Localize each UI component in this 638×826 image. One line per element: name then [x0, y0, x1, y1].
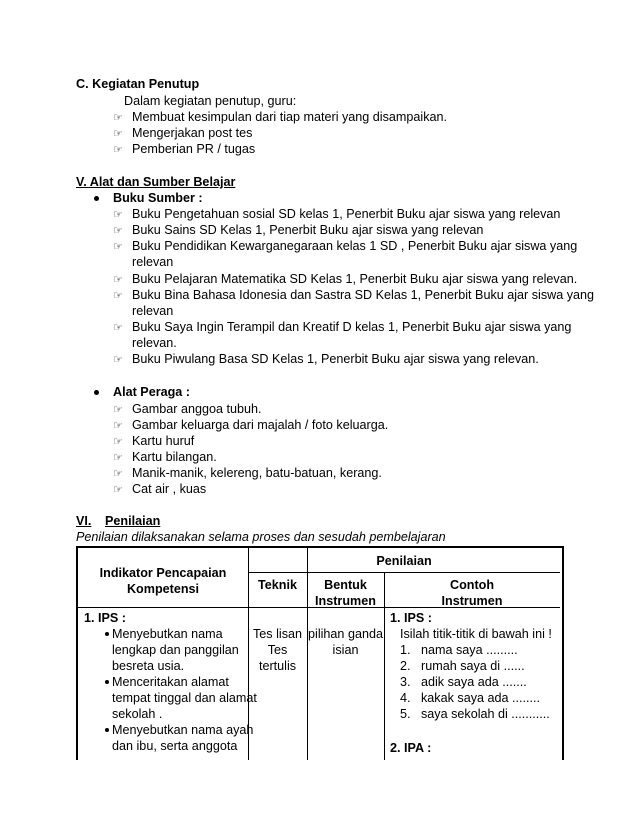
teknik-cell: Tes: [267, 643, 288, 657]
list-item: Buku Piwulang Basa SD Kelas 1, Penerbit Buku ajar siswa yang relevan.: [132, 352, 539, 366]
table-row: Menyebutkan nama ayah: [112, 723, 254, 737]
list-item: Buku Sains SD Kelas 1, Penerbit Buku ajar siswa yang relevan: [132, 223, 484, 237]
indikator-head: 1. IPS :: [84, 611, 126, 625]
list-item: Kartu bilangan.: [132, 450, 217, 464]
list-item: Buku Saya Ingin Terampil dan Kreatif D kelas 1, Penerbit Buku ajar siswa yang: [132, 320, 572, 334]
table-row: tempat tinggal dan alamat: [112, 691, 257, 705]
contoh-num: 2.: [400, 659, 411, 673]
bullet-icon: [94, 196, 99, 201]
list-item: Buku Pengetahuan sosial SD kelas 1, Penerbit Buku ajar siswa yang relevan: [132, 207, 561, 221]
pointing-hand-icon: ☞: [113, 143, 123, 156]
header-penilaian: Penilaian: [376, 554, 432, 568]
section-c-intro: Dalam kegiatan penutup, guru:: [124, 94, 297, 108]
contoh-item: saya sekolah di ...........: [421, 707, 550, 721]
bentuk-cell: pilihan ganda: [308, 627, 383, 641]
header-bentuk-2: Instrumen: [315, 594, 376, 608]
contoh-item: nama saya .........: [421, 643, 518, 657]
list-item: Mengerjakan post tes: [132, 126, 253, 140]
pointing-hand-icon: ☞: [113, 273, 123, 286]
table-row: sekolah .: [112, 707, 163, 721]
pointing-hand-icon: ☞: [113, 289, 123, 302]
section-vi-title: Penilaian: [105, 514, 161, 528]
table-row: lengkap dan panggilan: [112, 643, 239, 657]
pointing-hand-icon: ☞: [113, 435, 123, 448]
contoh-num: 3.: [400, 675, 411, 689]
list-item-continuation: relevan: [132, 304, 174, 318]
contoh-num: 4.: [400, 691, 411, 705]
pointing-hand-icon: ☞: [113, 321, 123, 334]
list-item: Pemberian PR / tugas: [132, 142, 256, 156]
list-item: Buku Pendidikan Kewarganegaraan kelas 1 SD , Penerbit Buku ajar siswa yang: [132, 239, 578, 253]
pointing-hand-icon: ☞: [113, 111, 123, 124]
contoh-num: 5.: [400, 707, 411, 721]
header-teknik: Teknik: [258, 578, 297, 592]
alat-peraga-label: Alat Peraga :: [113, 385, 190, 399]
table-row: dan ibu, serta anggota: [112, 739, 238, 753]
pointing-hand-icon: ☞: [113, 127, 123, 140]
buku-sumber-label: Buku Sumber :: [113, 191, 203, 205]
list-item: Membuat kesimpulan dari tiap materi yang disampaikan.: [132, 110, 447, 124]
contoh-next: 2. IPA :: [390, 741, 432, 755]
header-indikator-2: Kompetensi: [126, 582, 200, 596]
table-divider: [248, 572, 560, 573]
pointing-hand-icon: ☞: [113, 403, 123, 416]
list-item-continuation: relevan.: [132, 336, 177, 350]
pointing-hand-icon: ☞: [113, 467, 123, 480]
teknik-cell: Tes lisan: [253, 627, 302, 641]
pointing-hand-icon: ☞: [113, 240, 123, 253]
contoh-item: kakak saya ada ........: [421, 691, 541, 705]
pointing-hand-icon: ☞: [113, 483, 123, 496]
list-item: Kartu huruf: [132, 434, 195, 448]
section-c-title: C. Kegiatan Penutup: [76, 77, 200, 91]
contoh-intro: Isilah titik-titik di bawah ini !: [400, 627, 552, 641]
header-contoh-2: Instrumen: [441, 594, 503, 608]
list-item: Buku Pelajaran Matematika SD Kelas 1, Penerbit Buku ajar siswa yang relevan.: [132, 272, 578, 286]
contoh-num: 1.: [400, 643, 411, 657]
pointing-hand-icon: ☞: [113, 419, 123, 432]
pointing-hand-icon: ☞: [113, 353, 123, 366]
list-item: Gambar anggoa tubuh.: [132, 402, 262, 416]
bullet-icon: [94, 390, 99, 395]
teknik-cell: tertulis: [258, 659, 297, 673]
list-item: Buku Bina Bahasa Idonesia dan Sastra SD Kelas 1, Penerbit Buku ajar siswa yang: [132, 288, 595, 302]
contoh-item: rumah saya di ......: [421, 659, 525, 673]
table-row: besreta usia.: [112, 659, 185, 673]
contoh-head: 1. IPS :: [390, 611, 432, 625]
bullet-icon: [105, 632, 109, 636]
section-vi-number: VI.: [76, 514, 92, 528]
bentuk-cell: isian: [332, 643, 359, 657]
bullet-icon: [105, 728, 109, 732]
list-item: Cat air , kuas: [132, 482, 207, 496]
table-row: Menyebutkan nama: [112, 627, 223, 641]
bullet-icon: [105, 680, 109, 684]
penilaian-table: [76, 546, 564, 760]
section-vi-subtitle: Penilaian dilaksanakan selama proses dan sesudah pembelajaran: [76, 530, 446, 544]
pointing-hand-icon: ☞: [113, 208, 123, 221]
header-bentuk: Bentuk: [324, 578, 367, 592]
table-divider: [307, 548, 308, 549]
list-item: Gambar keluarga dari majalah / foto keluarga.: [132, 418, 389, 432]
list-item: Manik-manik, kelereng, batu-batuan, kerang.: [132, 466, 382, 480]
section-v-title: V. Alat dan Sumber Belajar: [76, 175, 236, 189]
header-contoh: Contoh: [449, 578, 495, 592]
pointing-hand-icon: ☞: [113, 224, 123, 237]
contoh-item: adik saya ada .......: [421, 675, 527, 689]
pointing-hand-icon: ☞: [113, 451, 123, 464]
header-indikator: Indikator Pencapaian: [99, 566, 227, 580]
list-item-continuation: relevan: [132, 255, 174, 269]
table-row: Menceritakan alamat: [112, 675, 229, 689]
